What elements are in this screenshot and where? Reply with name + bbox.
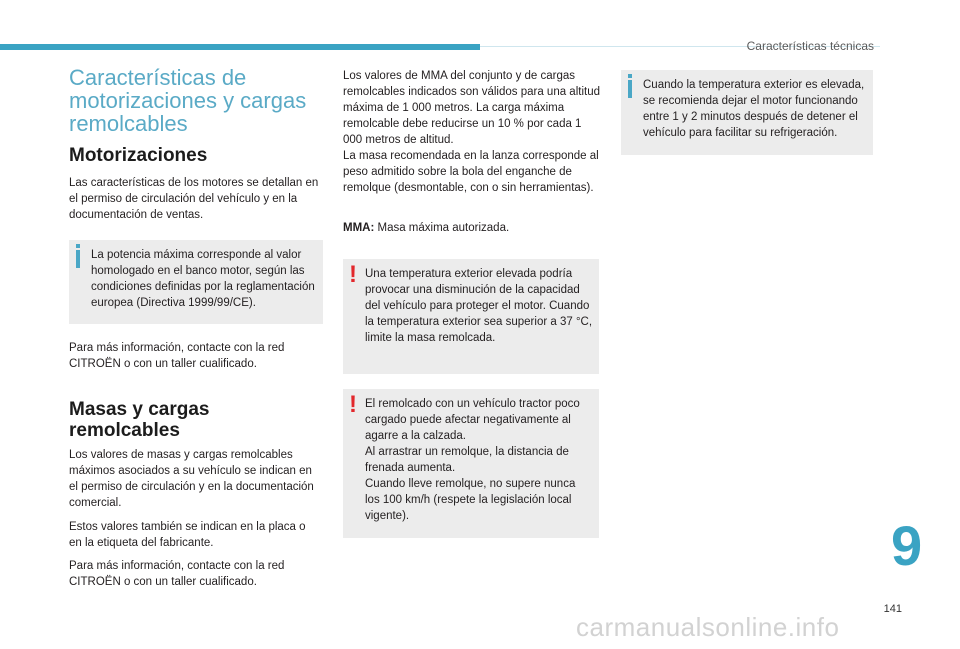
section-header: Características técnicas — [746, 39, 874, 53]
masas-paragraph-2: Estos valores también se indican en la placa o en la etiqueta del fabricante. — [69, 521, 306, 549]
info-box-refrigeracion — [621, 70, 873, 155]
warning-box-temperatura — [343, 259, 599, 374]
page-number: 141 — [883, 603, 902, 615]
motorizaciones-paragraph-1: Las características de los motores se detallan en el permiso de circulación del vehículo y en la documentación de ventas. — [69, 177, 319, 221]
info-text-refrigeracion: Cuando la temperatura exterior es elevada, se recomienda dejar el motor funcionando entre 1 y 2 minutos después de detener el vehículo para facilitar su refrigeración. — [643, 79, 865, 139]
mma-text: Masa máxima autorizada. — [374, 222, 510, 234]
heading-masas: Masas y cargas remolcables — [69, 399, 210, 441]
info-text-potencia: La potencia máxima corresponde al valor homologado en el banco motor, según las condiciones definidas por la reglamentación europea (Directiva 1999/99/CE). — [91, 249, 315, 309]
warning-text-remolcado: El remolcado con un vehículo tractor poco cargado puede afectar negativamente al agarre a la calzada. Al arrastrar un remolque, la distancia de frenada aumenta. Cuando lleve remolque, no supere nunca los 100 km/h (respete la legislación local vigente). — [365, 398, 580, 522]
page-title: Características de motorizaciones y cargas remolcables — [69, 65, 307, 136]
info-icon — [628, 80, 632, 98]
warning-text-temperatura: Una temperatura exterior elevada podría provocar una disminución de la capacidad del vehículo para proteger el motor. Cuando la temperatura exterior sea superior a 37 °C, limite la masa remolcada. — [365, 268, 593, 344]
masas-paragraph-1: Los valores de masas y cargas remolcables máximos asociados a su vehículo se indican en el permiso de circulación y en la documentación comercial. — [69, 449, 314, 509]
top-accent-bar — [0, 44, 480, 50]
warning-box-remolcado — [343, 389, 599, 538]
info-box-potencia — [69, 240, 323, 324]
warning-icon: ! — [349, 391, 357, 418]
chapter-number: 9 — [891, 514, 923, 577]
info-icon — [76, 250, 80, 268]
mma-paragraph: Los valores de MMA del conjunto y de cargas remolcables indicados son válidos para una altitud máxima de 1 000 metros. La carga máxima remolcable debe reducirse un 10 % por cada 1 000 metros de altitud. La masa recomendada en la lanza corresponde al peso admitido sobre la bola del enganche de remolque (desmontable, con o sin herramientas). — [343, 70, 600, 194]
masas-paragraph-3: Para más información, contacte con la red CITROËN o con un taller cualificado. — [69, 560, 285, 588]
mma-definition — [343, 220, 599, 236]
warning-icon: ! — [349, 261, 357, 288]
watermark: carmanualsonline.info — [576, 612, 840, 642]
motorizaciones-paragraph-2: Para más información, contacte con la red CITROËN o con un taller cualificado. — [69, 342, 285, 370]
heading-motorizaciones: Motorizaciones — [69, 145, 208, 166]
mma-label: MMA: — [343, 222, 375, 234]
